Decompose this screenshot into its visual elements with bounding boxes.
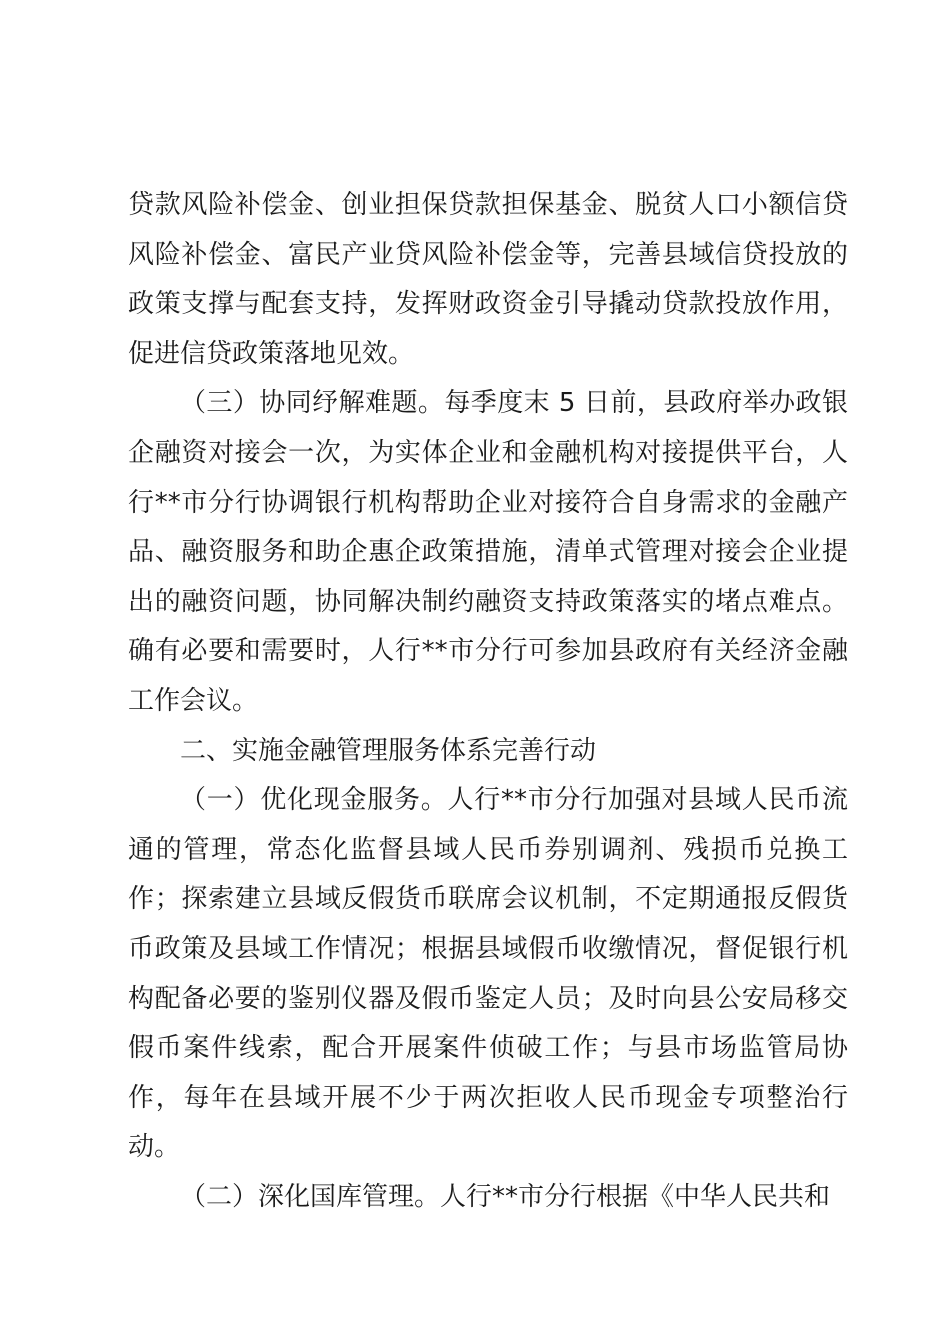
paragraph-treasury-management: （二）深化国库管理。人行**市分行根据《中华人民共和 xyxy=(180,1181,831,1212)
paragraph-continuation: 贷款风险补偿金、创业担保贷款担保基金、脱贫人口小额信贷风险补偿金、富民产业贷风险补偿金等，完善县域信贷投放的政策支撑与配套支持，发挥财政资金引导撬动贷款投放作用，促进信贷政策落地见效。 xyxy=(128,190,848,369)
document-body xyxy=(128,181,848,1222)
section-heading-2: 二、实施金融管理服务体系完善行动 xyxy=(180,735,597,766)
paragraph-section-3: （三）协同纾解难题。每季度末 5 日前，县政府举办政银企融资对接会一次，为实体企业和金融机构对接提供平台，人行**市分行协调银行机构帮助企业对接符合自身需求的金融产品、融资服务和助企惠企政策措施，清单式管理对接会企业提出的融资问题，协同解决制约融资支持政策落实的堵点难点。确有必要和需要时，人行**市分行可参加县政府有关经济金融工作会议。 xyxy=(128,388,848,716)
paragraph-cash-service: （一）优化现金服务。人行**市分行加强对县域人民币流通的管理，常态化监督县域人民币券别调剂、残损币兑换工作；探索建立县域反假货币联席会议机制，不定期通报反假货币政策及县域工作情况；根据县域假币收缴情况，督促银行机构配备必要的鉴别仪器及假币鉴定人员；及时向县公安局移交假币案件线索，配合开展案件侦破工作；与县市场监管局协作，每年在县域开展不少于两次拒收人民币现金专项整治行动。 xyxy=(128,785,848,1163)
